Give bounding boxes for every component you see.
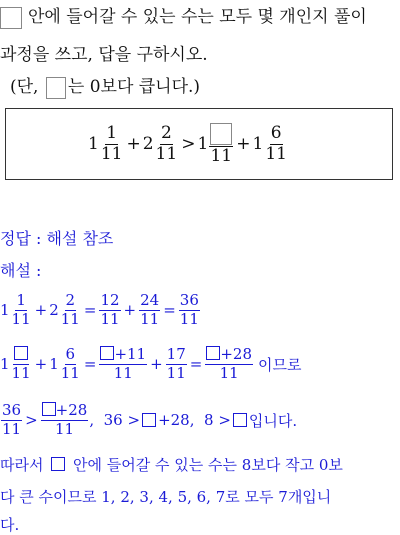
blank-square [100, 346, 114, 360]
blank-box [210, 123, 232, 145]
blank-square [42, 402, 56, 416]
problem-note [10, 72, 200, 99]
operator: > [25, 411, 38, 429]
operator: + [34, 301, 48, 319]
problem-expression [88, 114, 289, 174]
inequality-text: 입니다. [248, 411, 298, 430]
operator: = [189, 355, 203, 373]
fraction: $\frac{17}{11}$ [166, 344, 186, 382]
term-whole: 2 [142, 134, 154, 154]
explanation-equation-2 [0, 342, 301, 386]
term-whole: 1 [197, 134, 209, 154]
operator: = [83, 355, 97, 373]
explanation-label: 해설 : [0, 261, 42, 280]
term-whole: 2 [49, 301, 59, 319]
operator: + [34, 355, 48, 373]
fraction-blank: $\frac{+11}{11}$ [99, 346, 147, 382]
operator: > [181, 134, 196, 154]
fraction: $\frac{2}{11}$ [60, 290, 80, 328]
conclusion-tail: 안에 들어갈 수 있는 수는 8보다 작고 0보 [73, 456, 343, 474]
inequality-text: +28, 8 > [158, 411, 231, 429]
problem-text-1: 안에 들어갈 수 있는 수는 모두 몇 개인지 풀이 [28, 7, 367, 27]
fraction: $\frac{1}{11}$ [100, 122, 123, 164]
fraction-blank: 11 [209, 123, 233, 166]
fraction: $\frac{6}{11}$ [60, 344, 80, 382]
explanation-equation-3 [0, 398, 297, 442]
blank-square [51, 457, 65, 471]
blank-square [142, 413, 156, 427]
operator: + [236, 134, 251, 154]
fraction: $\frac{24}{11}$ [140, 290, 160, 328]
fraction: $\frac{36}{11}$ [2, 400, 22, 438]
problem-line-1 [0, 2, 367, 29]
term-whole: 1 [49, 355, 59, 373]
fraction: $\frac{12}{11}$ [100, 290, 120, 328]
conclusion-line-3: 다. [0, 516, 20, 534]
fraction: $\frac{1}{11}$ [11, 290, 31, 328]
operator: = [163, 301, 176, 319]
blank-square [233, 413, 247, 427]
blank-box [46, 77, 66, 99]
operator: + [123, 301, 137, 319]
note-close: 는 0보다 큽니다.) [67, 77, 201, 97]
note-open: (단, [10, 77, 39, 97]
conclusion-line-1 [0, 454, 343, 475]
operator: + [126, 134, 141, 154]
operator: = [83, 301, 97, 319]
operator: + [150, 355, 163, 373]
problem-line-2: 과정을 쓰고, 답을 구하시오. [0, 45, 208, 65]
equation-suffix: 이므로 [258, 355, 302, 374]
fraction: $\frac{36}{11}$ [179, 290, 199, 328]
conclusion-head: 따라서 [0, 456, 44, 474]
blank-square [14, 346, 28, 360]
fraction: $\frac{6}{11}$ [265, 122, 287, 164]
blank-square [206, 346, 220, 360]
term-whole: 1 [0, 301, 10, 319]
fraction-blank: 11 [11, 346, 32, 382]
fraction-blank: $\frac{+28}{11}$ [41, 402, 89, 438]
term-whole: 1 [252, 134, 264, 154]
inequality-text: , 36 > [89, 411, 141, 429]
fraction-blank: $\frac{+28}{11}$ [205, 346, 253, 382]
blank-box [0, 7, 22, 29]
term-whole: 1 [88, 134, 99, 154]
term-whole: 1 [0, 355, 10, 373]
conclusion-line-2: 다 큰 수이므로 1, 2, 3, 4, 5, 6, 7로 모두 7개입니 [0, 488, 332, 506]
answer-label: 정답 : 해설 참조 [0, 229, 114, 248]
explanation-equation-1 [0, 288, 201, 332]
fraction: $\frac{2}{11}$ [155, 122, 178, 164]
